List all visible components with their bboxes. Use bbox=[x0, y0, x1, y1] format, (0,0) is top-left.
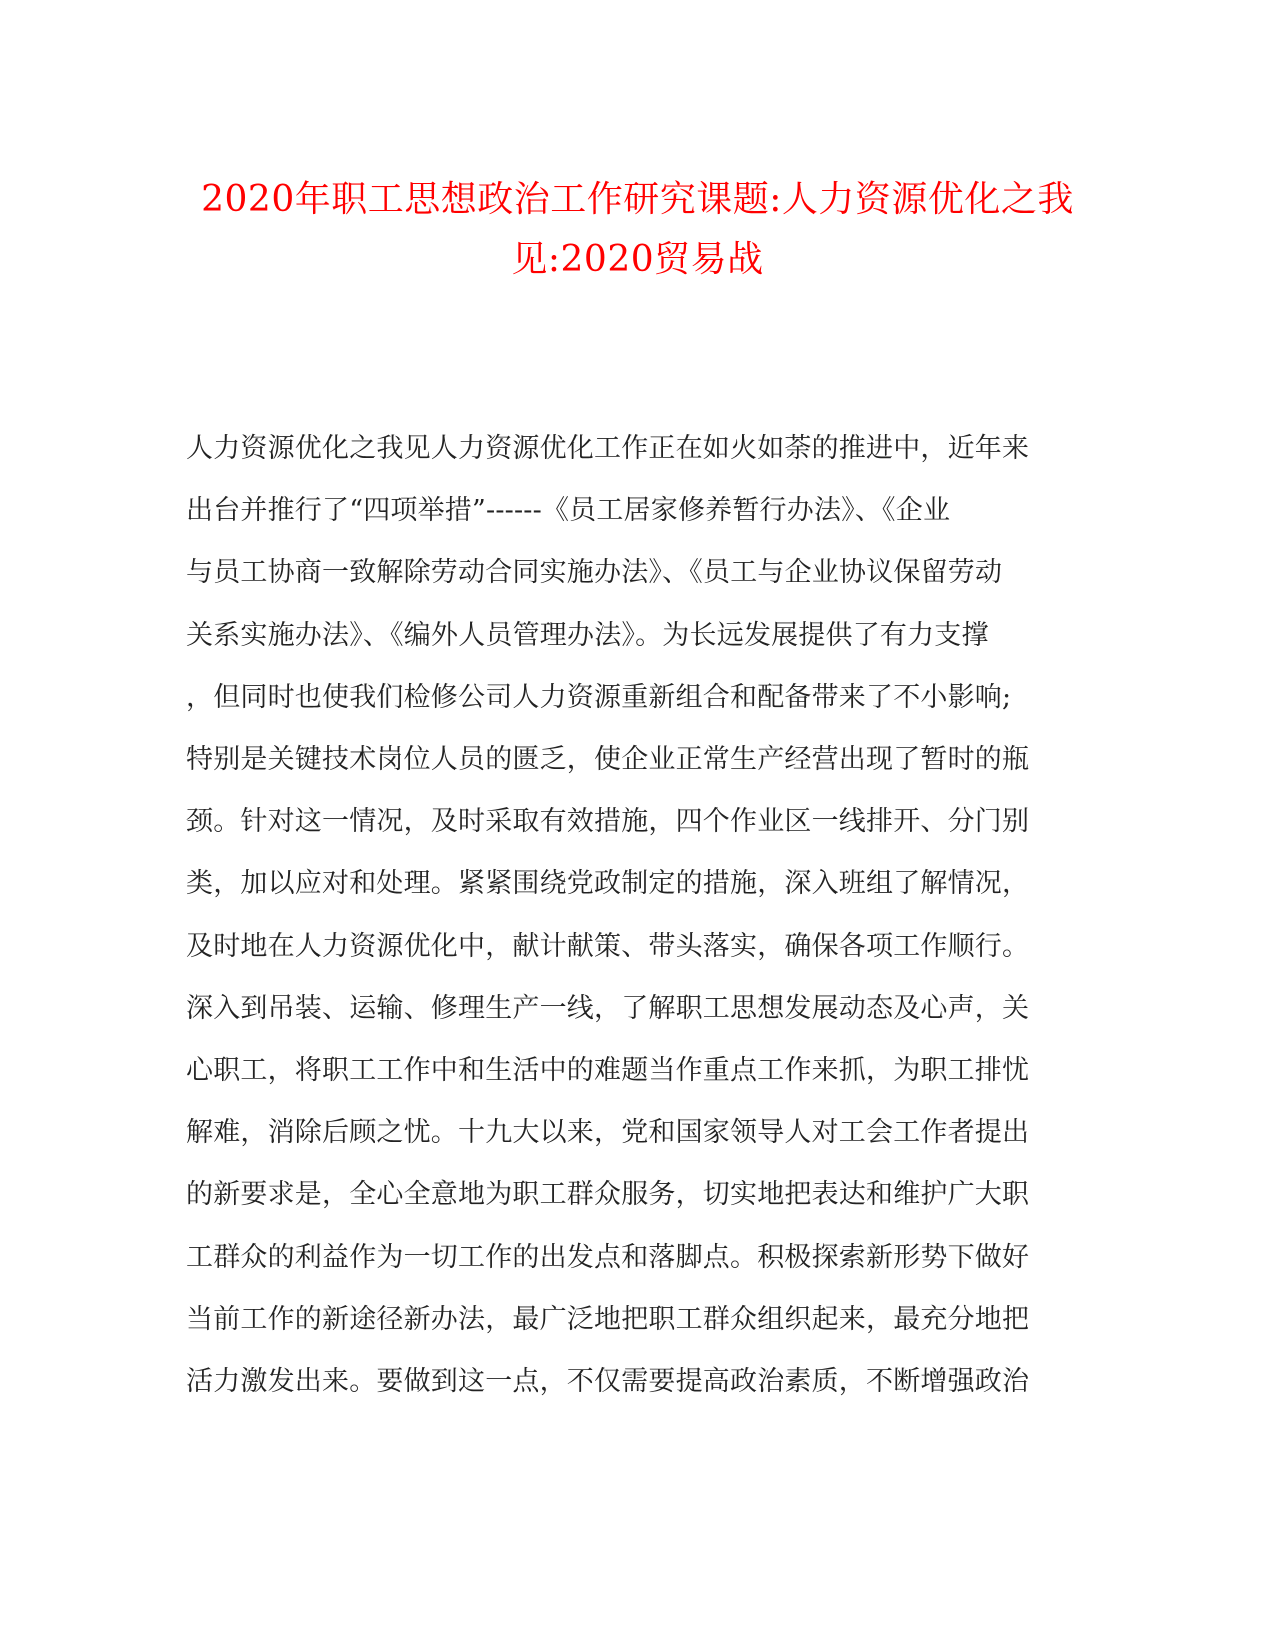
body-line: 深入到吊装、运输、修理生产一线，了解职工思想发展动态及心声，关 bbox=[186, 992, 1030, 1024]
body-line: 心职工，将职工工作中和生活中的难题当作重点工作来抓，为职工排忧 bbox=[186, 1055, 1030, 1087]
body-line: 特别是关键技术岗位人员的匮乏，使企业正常生产经营出现了暂时的瓶 bbox=[186, 744, 1030, 776]
body-line: 的新要求是，全心全意地为职工群众服务，切实地把表达和维护广大职 bbox=[186, 1179, 1030, 1211]
body-line: ，但同时也使我们检修公司人力资源重新组合和配备带来了不小影响; bbox=[186, 681, 1012, 713]
body-line: 工群众的利益作为一切工作的出发点和落脚点。积极探索新形势下做好 bbox=[186, 1241, 1030, 1273]
document-body bbox=[186, 418, 1091, 1413]
body-line: 及时地在人力资源优化中，献计献策、带头落实，确保各项工作顺行。 bbox=[186, 930, 1030, 962]
body-line: 当前工作的新途径新办法，最广泛地把职工群众组织起来，最充分地把 bbox=[186, 1303, 1030, 1335]
title-line: 2020年职工思想政治工作研究课题:人力资源优化之我 bbox=[201, 179, 1074, 220]
body-line: 出台并推行了“四项举措”------《员工居家修养暂行办法》、《企业 bbox=[186, 495, 951, 527]
body-line: 人力资源优化之我见人力资源优化工作正在如火如荼的推进中，近年来 bbox=[186, 433, 1030, 464]
title-line: 见:2020贸易战 bbox=[511, 239, 764, 280]
body-line: 活力激发出来。要做到这一点，不仅需要提高政治素质，不断增强政治 bbox=[186, 1366, 1030, 1398]
body-line: 与员工协商一致解除劳动合同实施办法》、《员工与企业协议保留劳动 bbox=[186, 557, 1003, 589]
document-title bbox=[150, 170, 1125, 290]
body-line: 解难，消除后顾之忧。十九大以来，党和国家领导人对工会工作者提出 bbox=[186, 1117, 1030, 1149]
body-line: 关系实施办法》、《编外人员管理办法》。为长远发展提供了有力支撑 bbox=[186, 619, 989, 651]
body-line: 颈。针对这一情况，及时采取有效措施，四个作业区一线排开、分门别 bbox=[186, 806, 1030, 838]
body-line: 类，加以应对和处理。紧紧围绕党政制定的措施，深入班组了解情况， bbox=[186, 868, 1030, 900]
